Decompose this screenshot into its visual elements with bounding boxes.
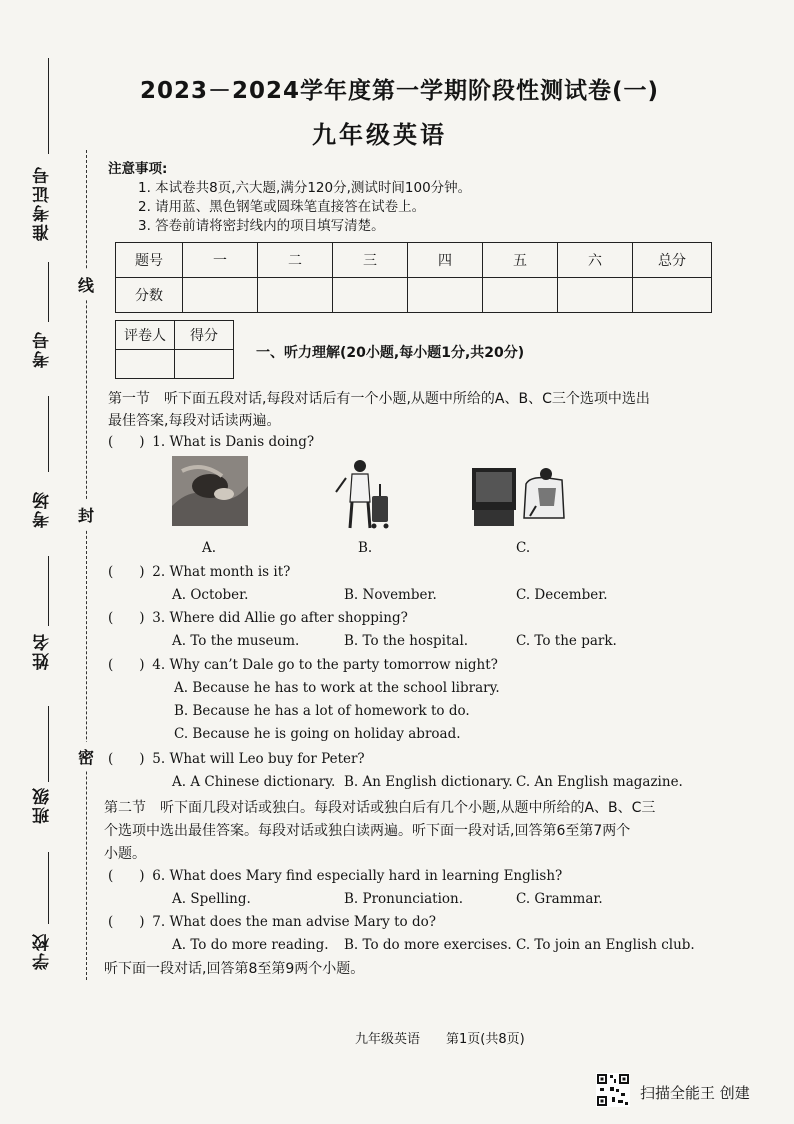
answer-blank[interactable]: ( ) <box>108 564 145 580</box>
grader-table <box>115 320 234 379</box>
page-title: 2023－2024学年度第一学期阶段性测试卷(一) <box>140 78 660 104</box>
option-a: A. A Chinese dictionary. <box>172 774 336 790</box>
part1-intro-line: 第一节 听下面五段对话,每段对话后有一个小题,从题中所给的A、B、C三个选项中选出 <box>108 391 650 407</box>
option-c: C. December. <box>516 587 608 603</box>
notes-item: 2. 请用蓝、黑色钢笔或圆珠笔直接答在试卷上。 <box>138 199 426 215</box>
option-a: A. Spelling. <box>172 891 251 907</box>
score-input-cell[interactable] <box>633 278 712 313</box>
option-a: A. October. <box>172 587 249 603</box>
option-c: C. Grammar. <box>516 891 603 907</box>
option-a: A. Because he has to work at the school library. <box>174 680 500 696</box>
grader-header: 评卷人 <box>116 321 175 350</box>
question-stem: 1. What is Danis doing? <box>152 434 315 450</box>
question-6 <box>108 868 562 884</box>
score-row-label: 分数 <box>116 278 183 313</box>
score-table <box>115 242 712 313</box>
option-b: B. An English dictionary. <box>344 774 513 790</box>
picture-option-c <box>470 458 572 528</box>
option-b: B. To do more exercises. <box>344 937 512 953</box>
sidebar-label-exam-room: 考场 <box>33 490 53 528</box>
option-label: B. <box>358 540 373 556</box>
question-4 <box>108 657 498 673</box>
qr-code-icon <box>596 1073 630 1107</box>
score-table-header-row <box>116 243 712 278</box>
option-c: C. An English magazine. <box>516 774 683 790</box>
sidebar-line-1 <box>48 58 49 154</box>
picture-option-a <box>172 456 248 526</box>
part2-intro-line: 个选项中选出最佳答案。每段对话或独白读两遍。听下面一段对话,回答第6至第7两个 <box>104 823 631 839</box>
picture-option-b <box>326 456 396 532</box>
part3-intro: 听下面一段对话,回答第8至第9两个小题。 <box>104 961 365 977</box>
option-b: B. Because he has a lot of homework to do. <box>174 703 470 719</box>
notes-item: 3. 答卷前请将密封线内的项目填写清楚。 <box>138 218 385 234</box>
score-input-cell[interactable] <box>408 278 483 313</box>
option-label: C. <box>516 540 531 556</box>
question-5 <box>108 751 365 767</box>
sidebar-label-exam-number: 考号 <box>33 330 53 368</box>
sidebar-label-name: 姓名 <box>33 632 53 670</box>
score-input-cell[interactable] <box>483 278 558 313</box>
binding-char-secret: 密 <box>78 742 94 771</box>
question-2 <box>108 564 290 580</box>
option-b: B. November. <box>344 587 437 603</box>
sidebar-line-3 <box>48 396 49 472</box>
question-1 <box>108 434 314 450</box>
score-cell: 二 <box>258 243 333 278</box>
question-7 <box>108 914 436 930</box>
question-stem: 2. What month is it? <box>152 564 291 580</box>
answer-blank[interactable]: ( ) <box>108 610 145 626</box>
score-cell: 三 <box>333 243 408 278</box>
option-b: B. Pronunciation. <box>344 891 464 907</box>
score-cell: 一 <box>183 243 258 278</box>
score-input-cell[interactable] <box>258 278 333 313</box>
option-a: A. To the museum. <box>172 633 300 649</box>
score-input-cell[interactable] <box>558 278 633 313</box>
scanner-watermark: 扫描全能王 创建 <box>640 1084 750 1102</box>
binding-char-seal: 封 <box>78 500 94 529</box>
section-title: 一、听力理解(20小题,每小题1分,共20分) <box>256 345 525 361</box>
question-stem: 3. Where did Allie go after shopping? <box>152 610 408 626</box>
grader-header: 得分 <box>175 321 234 350</box>
score-input-cell[interactable] <box>183 278 258 313</box>
option-b: B. To the hospital. <box>344 633 469 649</box>
question-3 <box>108 610 408 626</box>
sidebar-label-exam-id: 准考证号 <box>33 165 53 241</box>
score-cell: 题号 <box>116 243 183 278</box>
notes-item: 1. 本试卷共8页,六大题,满分120分,测试时间100分钟。 <box>138 180 472 196</box>
grader-input-cell[interactable] <box>116 350 175 379</box>
sidebar-line-5 <box>48 706 49 782</box>
answer-blank[interactable]: ( ) <box>108 751 145 767</box>
notes-block <box>108 160 471 236</box>
answer-blank[interactable]: ( ) <box>108 868 145 884</box>
grader-input-cell[interactable] <box>175 350 234 379</box>
answer-blank[interactable]: ( ) <box>108 914 145 930</box>
page-footer: 九年级英语 第1页(共8页) <box>355 1032 525 1047</box>
score-cell: 四 <box>408 243 483 278</box>
sidebar-line-6 <box>48 852 49 924</box>
part2-intro-line: 第二节 听下面几段对话或独白。每段对话或独白后有几个小题,从题中所给的A、B、C三 <box>104 800 656 816</box>
answer-blank[interactable]: ( ) <box>108 657 145 673</box>
question-stem: 4. Why can’t Dale go to the party tomorrow night? <box>152 657 498 673</box>
sidebar-line-2 <box>48 262 49 322</box>
binding-char-line: 线 <box>78 270 94 299</box>
answer-blank[interactable]: ( ) <box>108 434 145 450</box>
question-stem: 5. What will Leo buy for Peter? <box>152 751 365 767</box>
option-c: C. To join an English club. <box>516 937 695 953</box>
option-label: A. <box>202 540 217 556</box>
part1-intro-line: 最佳答案,每段对话读两遍。 <box>108 413 281 429</box>
sidebar-label-class: 班级 <box>33 786 53 824</box>
part2-intro-line: 小题。 <box>104 846 146 862</box>
score-table-score-row <box>116 278 712 313</box>
score-cell: 五 <box>483 243 558 278</box>
question-stem: 6. What does Mary find especially hard in learning English? <box>152 868 563 884</box>
score-input-cell[interactable] <box>333 278 408 313</box>
notes-heading: 注意事项: <box>108 161 168 177</box>
option-c: C. Because he is going on holiday abroad. <box>174 726 461 742</box>
score-cell: 总分 <box>633 243 712 278</box>
option-c: C. To the park. <box>516 633 617 649</box>
sidebar-label-school: 学校 <box>33 932 53 970</box>
question-stem: 7. What does the man advise Mary to do? <box>152 914 436 930</box>
sidebar-line-4 <box>48 556 49 626</box>
page-subtitle: 九年级英语 <box>312 121 447 149</box>
score-cell: 六 <box>558 243 633 278</box>
option-a: A. To do more reading. <box>172 937 329 953</box>
